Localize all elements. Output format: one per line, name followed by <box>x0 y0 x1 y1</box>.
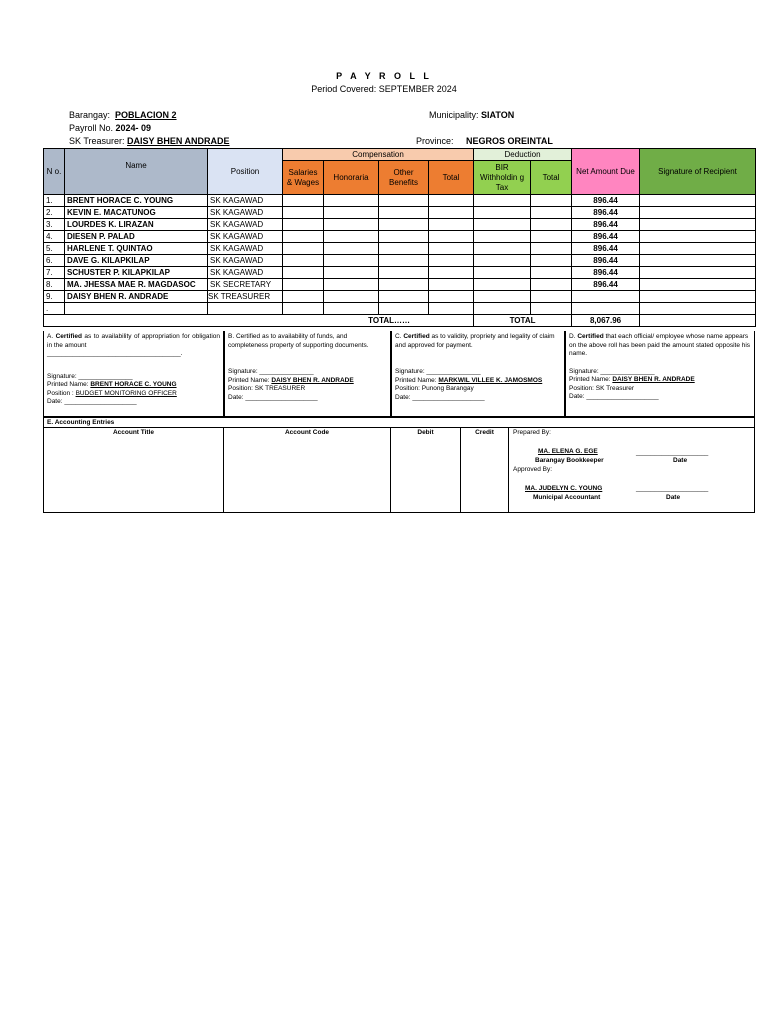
cert-d-bold: Certified <box>577 333 604 340</box>
cert-a-printed-label: Printed Name: <box>47 381 89 388</box>
comp-total-header: Total <box>429 161 474 195</box>
cert-c-text: as to validity, propriety and legality of claim and approved for payment. <box>395 333 555 349</box>
row-no: 5. <box>44 243 65 255</box>
cert-d-printed-name: DAISY BHEN R. ANDRADE <box>612 376 695 383</box>
payroll-no-label: Payroll No. <box>69 123 114 133</box>
grand-total: 8,067.96 <box>572 315 640 327</box>
table-row <box>44 231 756 243</box>
ded-total-header: Total <box>531 161 572 195</box>
row-bir <box>474 207 531 219</box>
approver-sign-line: ____________________ <box>636 485 709 492</box>
row-salaries <box>283 267 324 279</box>
cert-a-signature: Signature: _______________ <box>47 372 133 380</box>
payroll-no-value: 2024- 09 <box>115 123 152 133</box>
bir-header: BIR Withholdin g Tax <box>474 161 531 195</box>
row-position: SK SECRETARY <box>208 279 283 291</box>
cert-a-printed-name: BRENT HORACE C. YOUNG <box>90 381 177 388</box>
row-other-benefits <box>379 291 429 303</box>
row-ded-total <box>531 195 572 207</box>
row-net-amount: 896.44 <box>572 267 640 279</box>
row-signature <box>640 291 756 303</box>
row-net-amount: 896.44 <box>572 279 640 291</box>
row-net-amount: 896.44 <box>572 255 640 267</box>
table-row <box>44 243 756 255</box>
row-position: SK KAGAWAD <box>208 207 283 219</box>
cert-d-signature: Signature: _______________ <box>569 367 655 375</box>
cert-c-bold: Certified <box>403 333 430 340</box>
row-honoraria <box>324 279 379 291</box>
signature-header: Signature of Recipient <box>640 149 756 195</box>
other-benefits-header: Other Benefits <box>379 161 429 195</box>
row-signature <box>640 231 756 243</box>
col-no-header: N o. <box>44 149 65 195</box>
row-signature <box>640 303 756 315</box>
approver-name: MA. JUDELYN C. YOUNG <box>525 485 603 492</box>
row-signature <box>640 219 756 231</box>
row-salaries <box>283 219 324 231</box>
row-other-benefits <box>379 279 429 291</box>
row-no: 4. <box>44 231 65 243</box>
row-position: SK KAGAWAD <box>208 231 283 243</box>
cert-a-bold: Certified <box>55 333 82 340</box>
row-net-amount: 896.44 <box>572 231 640 243</box>
barangay-line <box>69 110 177 120</box>
row-bir <box>474 303 531 315</box>
table-row <box>44 255 756 267</box>
province-line <box>416 136 553 146</box>
row-other-benefits <box>379 267 429 279</box>
row-honoraria <box>324 291 379 303</box>
row-name: DAISY BHEN R. ANDRADE <box>65 291 208 303</box>
row-comp-total <box>429 207 474 219</box>
row-honoraria <box>324 219 379 231</box>
period-covered: Period Covered: SEPTEMBER 2024 <box>311 84 457 94</box>
compensation-header: Compensation <box>283 149 474 161</box>
row-honoraria <box>324 267 379 279</box>
row-other-benefits <box>379 219 429 231</box>
row-name: HARLENE T. QUINTAO <box>65 243 208 255</box>
row-salaries <box>283 231 324 243</box>
row-name: DAVE G. KILAPKILAP <box>65 255 208 267</box>
treasurer-label: SK Treasurer: <box>69 136 125 146</box>
row-name <box>65 303 208 315</box>
row-signature <box>640 207 756 219</box>
row-signature <box>640 195 756 207</box>
row-other-benefits <box>379 255 429 267</box>
row-net-amount: 896.44 <box>572 207 640 219</box>
row-bir <box>474 231 531 243</box>
prepared-by-label: Prepared By: <box>513 429 551 436</box>
cert-b <box>224 331 391 417</box>
accounting-heading: E. Accounting Entries <box>44 418 754 428</box>
preparer-sign-line: ____________________ <box>636 449 709 456</box>
total-label-compensation: TOTAL…… <box>44 315 474 327</box>
row-position: SK KAGAWAD <box>208 219 283 231</box>
cert-d-prefix: D. <box>569 333 576 340</box>
row-ded-total <box>531 279 572 291</box>
row-net-amount: 896.44 <box>572 195 640 207</box>
row-no: 3. <box>44 219 65 231</box>
table-row <box>44 195 756 207</box>
cert-a-position-label: Position : <box>47 389 74 397</box>
row-name: KEVIN E. MACATUNOG <box>65 207 208 219</box>
preparer-name: MA. ELENA G. EGE <box>538 448 598 455</box>
row-position: SK KAGAWAD <box>208 243 283 255</box>
row-signature <box>640 255 756 267</box>
honoraria-header: Honoraria <box>324 161 379 195</box>
barangay-value: POBLACION 2 <box>115 110 177 120</box>
row-salaries <box>283 243 324 255</box>
document-title: P A Y R O L L <box>336 71 432 81</box>
cert-d-position: Position: SK Treasurer <box>569 384 635 392</box>
col-name-header: Name <box>65 149 208 195</box>
row-no: . <box>44 303 65 315</box>
row-ded-total <box>531 243 572 255</box>
table-row <box>44 303 756 315</box>
table-row <box>44 267 756 279</box>
row-bir <box>474 279 531 291</box>
row-honoraria <box>324 303 379 315</box>
row-salaries <box>283 255 324 267</box>
cert-b-position: Position: SK TREASURER <box>228 385 306 392</box>
treasurer-line <box>69 136 230 146</box>
cert-c-printed-name: MARKWIL VILLEE K. JAMOSMOS <box>438 376 543 384</box>
cert-a <box>43 331 224 417</box>
row-name: DIESEN P. PALAD <box>65 231 208 243</box>
row-bir <box>474 267 531 279</box>
salaries-header: Salaries & Wages <box>283 161 324 195</box>
cert-d-text: that each official/ employee whose name appears on the above roll has been paid the amount stated opposite his name. <box>569 333 751 357</box>
row-signature <box>640 267 756 279</box>
row-no: 2. <box>44 207 65 219</box>
cert-a-position: BUDGET MONITORING OFFICER <box>75 389 177 397</box>
row-no: 8. <box>44 279 65 291</box>
municipality-value: SIATON <box>481 110 515 120</box>
table-row <box>44 279 756 291</box>
payroll-no-line <box>69 123 151 133</box>
row-name: SCHUSTER P. KILAPKILAP <box>65 267 208 279</box>
debit-header: Debit <box>391 428 461 512</box>
cert-c-signature: Signature: _______________ <box>395 368 481 375</box>
municipality-line <box>429 110 514 120</box>
preparer-date-label: Date <box>673 457 688 464</box>
row-name: MA. JHESSA MAE R. MAGDASOC <box>65 279 208 291</box>
row-name: BRENT HORACE C. YOUNG <box>65 195 208 207</box>
row-ded-total <box>531 267 572 279</box>
row-net-amount: 896.44 <box>572 219 640 231</box>
row-net-amount <box>572 303 640 315</box>
row-bir <box>474 195 531 207</box>
row-ded-total <box>531 207 572 219</box>
table-row <box>44 291 756 303</box>
row-no: 6. <box>44 255 65 267</box>
row-signature <box>640 243 756 255</box>
row-honoraria <box>324 207 379 219</box>
table-row <box>44 219 756 231</box>
row-salaries <box>283 195 324 207</box>
cert-b-printed-label: Printed Name: <box>228 376 270 384</box>
signature-total-cell <box>640 315 756 327</box>
cert-b-date: Date: ____________________ <box>228 393 318 401</box>
row-position: SK TREASURER <box>208 291 283 303</box>
row-comp-total <box>429 243 474 255</box>
row-other-benefits <box>379 303 429 315</box>
payroll-table <box>43 148 756 327</box>
cert-a-blank: _____________________________________. <box>47 350 183 357</box>
row-honoraria <box>324 255 379 267</box>
table-row <box>44 207 756 219</box>
row-ded-total <box>531 231 572 243</box>
row-bir <box>474 291 531 303</box>
row-salaries <box>283 207 324 219</box>
row-name: LOURDES K. LIRAZAN <box>65 219 208 231</box>
credit-header: Credit <box>461 428 509 512</box>
row-position <box>208 303 283 315</box>
preparer-role: Barangay Bookkeeper <box>535 457 604 464</box>
row-position: SK KAGAWAD <box>208 255 283 267</box>
row-comp-total <box>429 231 474 243</box>
row-ded-total <box>531 303 572 315</box>
row-bir <box>474 219 531 231</box>
treasurer-value: DAISY BHEN ANDRADE <box>127 136 230 146</box>
net-amount-header: Net Amount Due <box>572 149 640 195</box>
cert-d-date: Date: ____________________ <box>569 393 659 400</box>
row-bir <box>474 255 531 267</box>
deduction-header: Deduction <box>474 149 572 161</box>
account-title-header: Account Title <box>44 428 224 512</box>
cert-c-printed-label: Printed Name: <box>395 376 437 384</box>
approver-date-label: Date <box>666 494 681 501</box>
row-net-amount <box>572 291 640 303</box>
row-honoraria <box>324 231 379 243</box>
row-comp-total <box>429 303 474 315</box>
barangay-label: Barangay: <box>69 110 111 120</box>
col-position-header: Position <box>208 149 283 195</box>
row-other-benefits <box>379 207 429 219</box>
row-ded-total <box>531 219 572 231</box>
row-ded-total <box>531 255 572 267</box>
row-signature <box>640 279 756 291</box>
row-comp-total <box>429 279 474 291</box>
row-comp-total <box>429 255 474 267</box>
cert-a-prefix: A. <box>47 333 54 340</box>
row-salaries <box>283 303 324 315</box>
cert-b-signature: Signature: _______________ <box>228 368 314 375</box>
row-no: 7. <box>44 267 65 279</box>
row-position: SK KAGAWAD <box>208 195 283 207</box>
province-label: Province: <box>416 136 454 146</box>
row-no: 1. <box>44 195 65 207</box>
cert-d <box>565 331 755 417</box>
row-salaries <box>283 279 324 291</box>
row-position: SK KAGAWAD <box>208 267 283 279</box>
cert-a-text: as to availability of appropriation for obligation in the amount <box>47 333 221 349</box>
row-comp-total <box>429 291 474 303</box>
row-other-benefits <box>379 243 429 255</box>
cert-c-position: Position: Punong Barangay <box>395 385 474 392</box>
row-honoraria <box>324 195 379 207</box>
province-value: NEGROS OREINTAL <box>466 136 553 146</box>
cert-b-text: B. Certified as to availability of funds, and completeness property of supporting documents. <box>228 333 369 349</box>
row-other-benefits <box>379 231 429 243</box>
cert-c <box>391 331 565 417</box>
row-salaries <box>283 291 324 303</box>
cert-a-date: Date: ____________________ <box>47 398 137 405</box>
cert-c-date: Date: ____________________ <box>395 393 485 401</box>
row-honoraria <box>324 243 379 255</box>
total-label-deduction: TOTAL <box>474 315 572 327</box>
row-net-amount: 896.44 <box>572 243 640 255</box>
accounting-entries <box>43 417 755 513</box>
row-no: 9. <box>44 291 65 303</box>
cert-b-printed-name: DAISY BHEN R. ANDRADE <box>271 376 354 384</box>
row-comp-total <box>429 267 474 279</box>
row-comp-total <box>429 219 474 231</box>
municipality-label: Municipality: <box>429 110 479 120</box>
row-bir <box>474 243 531 255</box>
row-comp-total <box>429 195 474 207</box>
account-code-header: Account Code <box>224 428 391 512</box>
cert-d-printed-label: Printed Name: <box>569 376 611 383</box>
cert-c-prefix: C. <box>395 333 402 340</box>
approved-by-label: Approved By: <box>513 466 553 473</box>
row-other-benefits <box>379 195 429 207</box>
row-ded-total <box>531 291 572 303</box>
approver-role: Municipal Accountant <box>533 494 601 501</box>
